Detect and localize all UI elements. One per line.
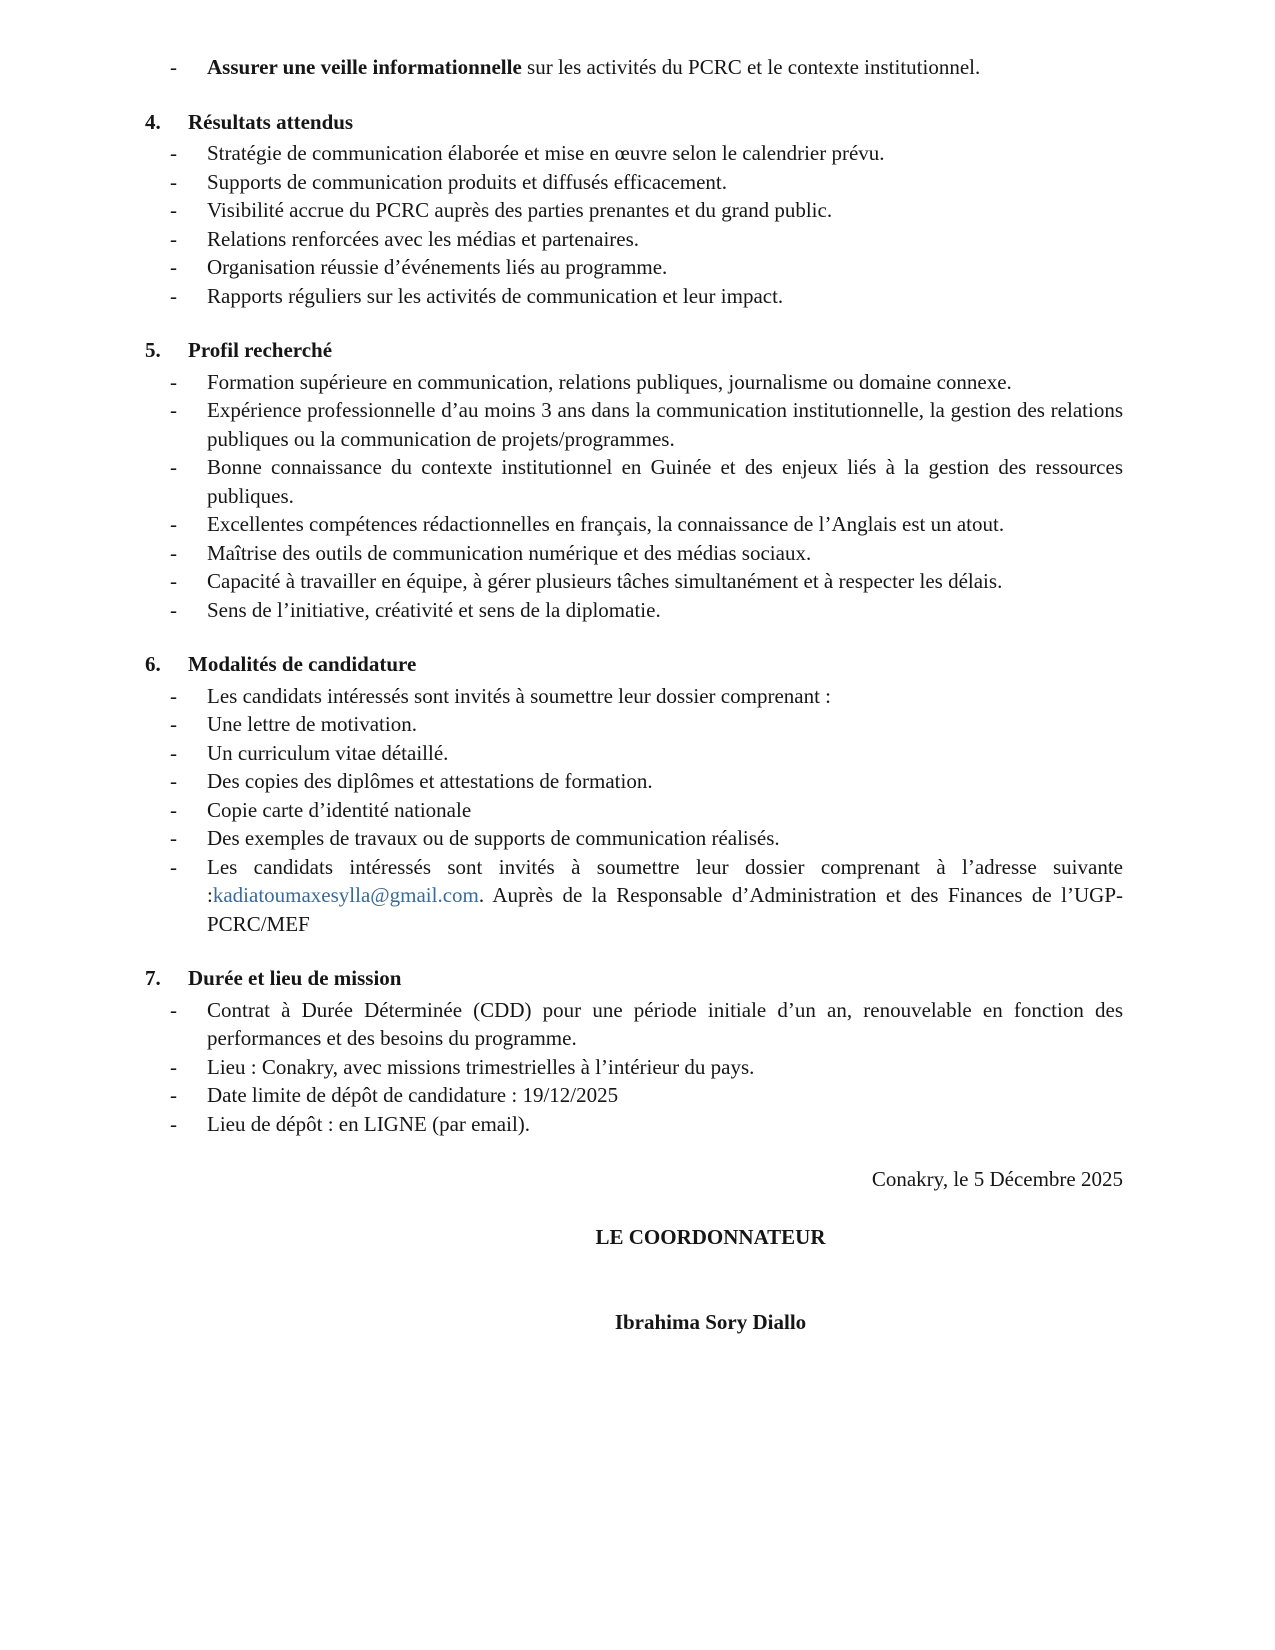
section-number: 4. xyxy=(145,109,161,134)
bullet-dash: - xyxy=(170,1054,177,1079)
section-4 xyxy=(145,108,1123,311)
bullet-dash: - xyxy=(170,255,177,279)
list-item xyxy=(170,53,1123,82)
list-item xyxy=(170,453,1123,510)
section-7 xyxy=(145,964,1123,1138)
list-item-text: Supports de communication produits et diffusés efficacement. xyxy=(207,169,728,194)
bullet-dash: - xyxy=(170,797,177,822)
list-item xyxy=(170,139,1123,168)
list-item-text: Organisation réussie d’événements liés au programme. xyxy=(207,255,668,279)
list-item-text: Rapports réguliers sur les activités de communication et leur impact. xyxy=(207,283,784,308)
list-item xyxy=(170,1110,1123,1139)
bullet-dash: - xyxy=(170,283,177,308)
list-item xyxy=(170,682,1123,711)
section-heading xyxy=(145,108,1123,137)
list-item-text: Contrat à Durée Déterminée (CDD) pour une période initiale d’un an, renouvelable en fonction des performances et des besoins du programme. xyxy=(207,997,1123,1050)
list-item xyxy=(170,739,1123,768)
signature-name: Ibrahima Sory Diallo xyxy=(614,1310,807,1334)
list-item xyxy=(170,596,1123,625)
bullet-dash: - xyxy=(170,398,177,422)
list-item xyxy=(170,853,1123,939)
list-item-text: Visibilité accrue du PCRC auprès des parties prenantes et du grand public. xyxy=(207,198,833,222)
list-item xyxy=(170,225,1123,254)
bullet-dash: - xyxy=(170,712,177,736)
list-item-text: Bonne connaissance du contexte institutionnel en Guinée et des enjeux liés à la gestion des ressources publiques. xyxy=(207,455,1123,508)
list-item-text: Les candidats intéressés sont invités à soumettre leur dossier comprenant : xyxy=(207,683,832,708)
list-item-text: Lieu : Conakry, avec missions trimestrielles à l’intérieur du pays. xyxy=(207,1054,755,1079)
bullet-dash: - xyxy=(170,683,177,708)
list-item-text: Date limite de dépôt de candidature : 19/12/2025 xyxy=(207,1083,619,1107)
section-5 xyxy=(145,336,1123,624)
document-content xyxy=(145,53,1123,1337)
section-6 xyxy=(145,650,1123,938)
section-heading xyxy=(145,650,1123,679)
section-heading xyxy=(145,336,1123,365)
bullet-dash: - xyxy=(170,597,177,622)
bullet-dash: - xyxy=(170,854,177,879)
list-item xyxy=(170,396,1123,453)
bullet-dash: - xyxy=(170,55,177,79)
bullet-dash: - xyxy=(170,141,177,165)
list-item-text: Stratégie de communication élaborée et mise en œuvre selon le calendrier prévu. xyxy=(207,141,885,165)
intro-bold-text: Assurer une veille informationnelle xyxy=(207,55,522,79)
list-item xyxy=(170,1053,1123,1082)
list-item-text: Sens de l’initiative, créativité et sens de la diplomatie. xyxy=(207,597,661,622)
bullet-dash: - xyxy=(170,569,177,593)
list-item xyxy=(170,510,1123,539)
list-item-text xyxy=(207,53,1123,82)
section-number: 7. xyxy=(145,966,161,990)
list-item xyxy=(170,710,1123,739)
list-item-text: Lieu de dépôt : en LIGNE (par email). xyxy=(207,1111,531,1136)
bullet-dash: - xyxy=(170,169,177,194)
list-item-text: Capacité à travailler en équipe, à gérer plusieurs tâches simultanément et à respecter les délais. xyxy=(207,569,1003,593)
bullet-dash: - xyxy=(170,198,177,222)
list-item-text: Des exemples de travaux ou de supports de communication réalisés. xyxy=(207,826,780,850)
list-item-text: Des copies des diplômes et attestations de formation. xyxy=(207,769,653,793)
section-heading xyxy=(145,964,1123,993)
list-item xyxy=(170,824,1123,853)
list-item-text: Formation supérieure en communication, relations publiques, journalisme ou domaine connexe. xyxy=(207,369,1012,394)
list-item-text: Un curriculum vitae détaillé. xyxy=(207,740,449,765)
list-item xyxy=(170,196,1123,225)
list-item xyxy=(170,282,1123,311)
list-item-text: Copie carte d’identité nationale xyxy=(207,797,472,822)
list-item-text: Maîtrise des outils de communication numérique et des médias sociaux. xyxy=(207,540,812,565)
dateline: Conakry, le 5 Décembre 2025 xyxy=(871,1167,1123,1191)
bullet-dash: - xyxy=(170,740,177,765)
list-item xyxy=(170,567,1123,596)
bullet-dash: - xyxy=(170,826,177,850)
list-item xyxy=(170,539,1123,568)
list-item xyxy=(170,796,1123,825)
intro-regular-text: sur les activités du PCRC et le contexte institutionnel. xyxy=(521,55,981,79)
section-title: Durée et lieu de mission xyxy=(188,966,402,990)
list-item xyxy=(170,767,1123,796)
signature-title: LE COORDONNATEUR xyxy=(595,1224,826,1249)
list-item xyxy=(170,996,1123,1053)
list-item-text: Excellentes compétences rédactionnelles en français, la connaissance de l’Anglais est un atout. xyxy=(207,512,1005,536)
section-number: 6. xyxy=(145,652,161,676)
bullet-dash: - xyxy=(170,1111,177,1136)
section-title: Modalités de candidature xyxy=(188,652,417,676)
list-item-text: Les candidats intéressés sont invités à soumettre leur dossier comprenant à l’adresse suivante :kadiatoumaxesylla@gmail.com. Auprès de la Responsable d’Administration et des Finances de l’UGP-PCRC/MEF xyxy=(207,854,1123,936)
list-item xyxy=(170,253,1123,282)
bullet-dash: - xyxy=(170,226,177,251)
list-item-text: Une lettre de motivation. xyxy=(207,712,417,736)
bullet-dash: - xyxy=(170,455,177,479)
bullet-dash: - xyxy=(170,1083,177,1107)
email-link[interactable]: kadiatoumaxesylla@gmail.com xyxy=(212,883,479,907)
section-title: Résultats attendus xyxy=(188,109,354,134)
list-item xyxy=(170,368,1123,397)
section-title: Profil recherché xyxy=(188,338,333,362)
bullet-dash: - xyxy=(170,769,177,793)
bullet-dash: - xyxy=(170,997,177,1022)
bullet-dash: - xyxy=(170,369,177,394)
sections-container xyxy=(145,108,1123,1139)
section-number: 5. xyxy=(145,338,161,362)
bullet-dash: - xyxy=(170,512,177,536)
list-item-text: Relations renforcées avec les médias et partenaires. xyxy=(207,226,640,251)
list-item-text: Expérience professionnelle d’au moins 3 ans dans la communication institutionnelle, la gestion des relations publiques ou la communication de projets/programmes. xyxy=(207,398,1123,451)
bullet-dash: - xyxy=(170,540,177,565)
list-item xyxy=(170,168,1123,197)
list-item xyxy=(170,1081,1123,1110)
